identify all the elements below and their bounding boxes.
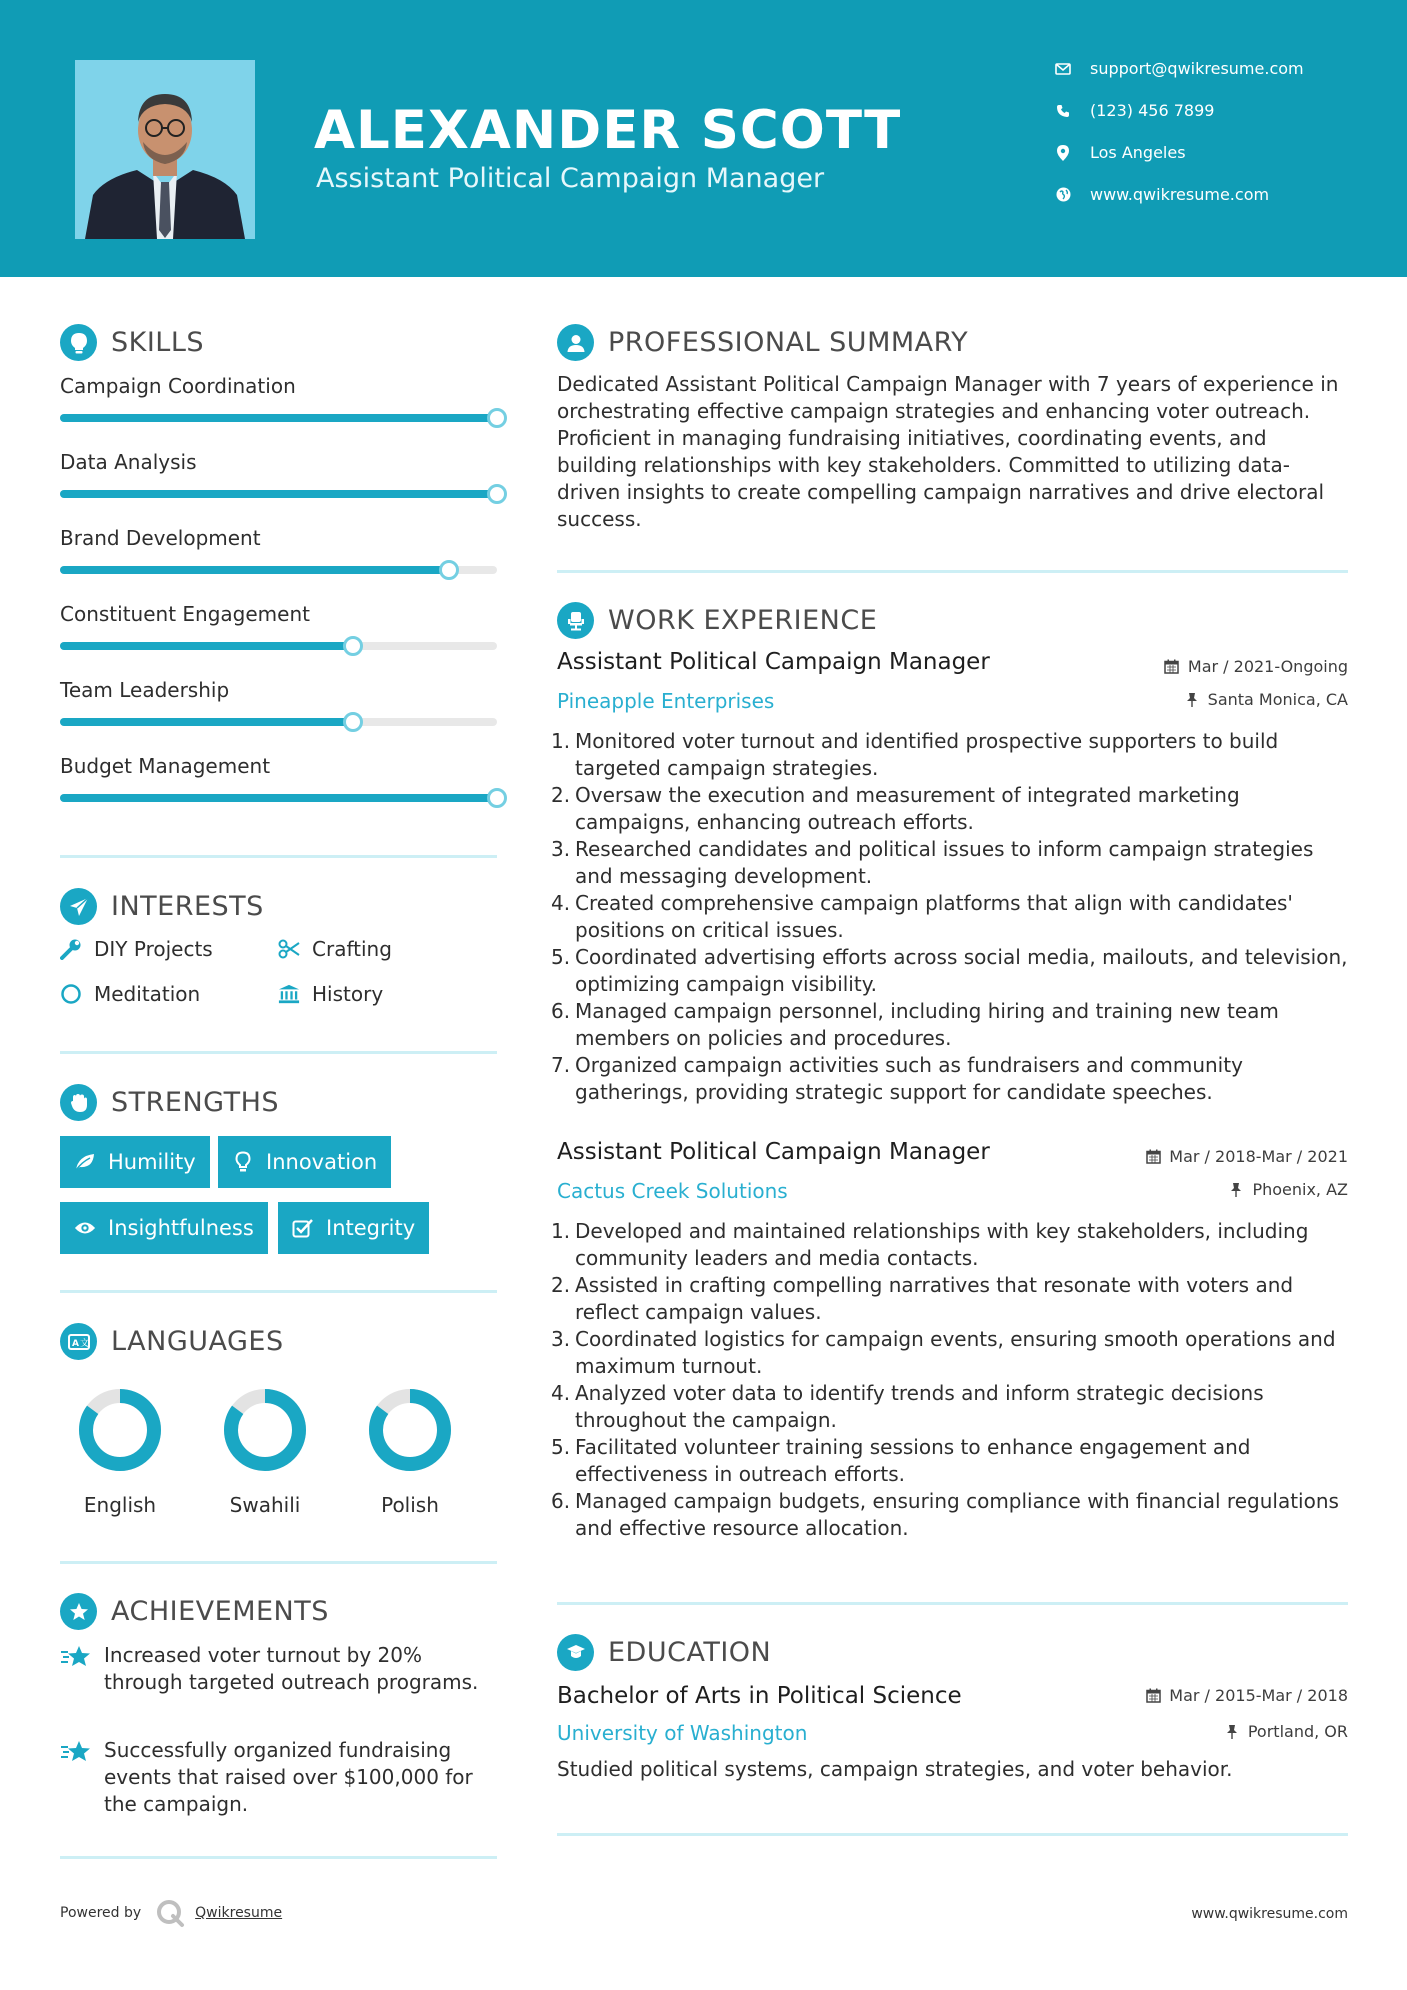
achievement-text: Increased voter turnout by 20% through targeted outreach programs.: [104, 1643, 479, 1694]
graduation-icon: [557, 1634, 594, 1671]
bullet-text: Facilitated volunteer training sessions to enhance engagement and effectiveness in outreach efforts.: [575, 1435, 1251, 1486]
skills-heading: [60, 324, 204, 361]
education-divider: [557, 1833, 1348, 1836]
skill-bar: [60, 718, 497, 726]
school-name: University of Washington: [557, 1721, 808, 1745]
bullet-item: [551, 998, 1351, 1052]
language-donut: [365, 1385, 455, 1475]
bullet-text: Assisted in crafting compelling narratives that resonate with voters and reflect campaign values.: [575, 1273, 1294, 1324]
strengths-divider: [60, 1290, 497, 1293]
skill-row: [60, 754, 510, 778]
skill-row: [60, 450, 510, 474]
bullet-text: Analyzed voter data to identify trends and inform strategic decisions throughout the campaign.: [575, 1381, 1264, 1432]
contact-email-text: support@qwikresume.com: [1090, 59, 1304, 78]
skill-row: [60, 374, 510, 398]
phone-icon: [1054, 102, 1072, 120]
summary-text: Dedicated Assistant Political Campaign Manager with 7 years of experience in orchestrating effective campaign strategies and enhancing voter outreach. Proficient in managing fundraising initiatives, coordinating events, and building relationships with key stakeholders. Committed to utilizing data-driven insights to create compelling campaign narratives and drive electoral success.: [557, 372, 1339, 531]
interest-item: [60, 937, 213, 961]
interest-label: Meditation: [94, 982, 201, 1006]
calendar-icon: [1145, 1688, 1161, 1704]
footer-url[interactable]: www.qwikresume.com: [1191, 1906, 1348, 1922]
check-square-icon: [292, 1217, 314, 1239]
contact-location: [1054, 143, 1186, 162]
bullet-number: 2.: [551, 1273, 571, 1297]
achievement-item: [60, 1642, 490, 1696]
globe-icon: [1054, 186, 1072, 204]
summary-divider: [557, 570, 1348, 573]
office-chair-icon: [557, 602, 594, 639]
bullet-number: 2.: [551, 783, 571, 807]
strength-label: Integrity: [326, 1216, 416, 1240]
strength-tag: [278, 1202, 429, 1254]
job-bullets: [551, 1218, 1351, 1542]
language-icon: [60, 1323, 97, 1360]
education-location: [1224, 1722, 1348, 1741]
job-location: [1228, 1180, 1348, 1199]
job-dates-text: Mar / 2018-Mar / 2021: [1169, 1147, 1348, 1166]
achievements-divider: [60, 1856, 497, 1859]
interest-label: DIY Projects: [94, 937, 213, 961]
powered-by-label: Powered by: [60, 1905, 142, 1921]
user-icon: [557, 324, 594, 361]
museum-icon: [278, 983, 300, 1005]
bullet-text: Coordinated logistics for campaign events, ensuring smooth operations and maximum turnout.: [575, 1327, 1336, 1378]
job-dates: [1145, 1147, 1348, 1166]
skill-bar: [60, 414, 497, 422]
bullet-item: [551, 944, 1351, 998]
interests-divider: [60, 1051, 497, 1054]
calendar-icon: [1164, 659, 1180, 675]
contact-website[interactable]: [1054, 185, 1269, 204]
bullet-item: [551, 1272, 1351, 1326]
strength-label: Insightfulness: [108, 1216, 254, 1240]
circle-icon: [60, 983, 82, 1005]
bullet-number: 1.: [551, 729, 571, 753]
languages-title: LANGUAGES: [111, 1326, 284, 1357]
skill-row: [60, 602, 510, 626]
job-location-text: Phoenix, AZ: [1252, 1180, 1348, 1199]
achievement-text: Successfully organized fundraising events that raised over $100,000 for the campaign.: [104, 1738, 473, 1816]
strength-label: Humility: [108, 1150, 196, 1174]
degree-title: Bachelor of Arts in Political Science: [557, 1683, 962, 1709]
skill-bar-knob: [439, 560, 459, 580]
strength-tag: [218, 1136, 391, 1188]
skill-bar: [60, 566, 497, 574]
skill-row: [60, 678, 510, 702]
bullet-item: [551, 1434, 1351, 1488]
skill-label: Brand Development: [60, 526, 261, 550]
education-description: Studied political systems, campaign strategies, and voter behavior.: [557, 1757, 1233, 1781]
job-bullets: [551, 728, 1351, 1106]
summary-title: PROFESSIONAL SUMMARY: [608, 327, 969, 358]
qwikresume-logo-icon: [155, 1898, 185, 1928]
leaf-icon: [74, 1151, 96, 1173]
candidate-name: ALEXANDER SCOTT: [314, 100, 902, 161]
skill-bar: [60, 642, 497, 650]
experience-heading: [557, 602, 877, 639]
resume-header: [0, 0, 1407, 277]
skills-title: SKILLS: [111, 327, 205, 358]
bullet-text: Monitored voter turnout and identified prospective supporters to build targeted campaign strategies.: [575, 729, 1279, 780]
education-dates-text: Mar / 2015-Mar / 2018: [1169, 1686, 1348, 1705]
bullet-text: Created comprehensive campaign platforms that align with candidates' positions on critical issues.: [575, 891, 1293, 942]
job-title: Assistant Political Campaign Manager: [557, 649, 990, 675]
strength-label: Innovation: [266, 1150, 378, 1174]
mail-icon: [1054, 60, 1072, 78]
footer-powered-by: [60, 1898, 282, 1928]
languages-divider: [60, 1561, 497, 1564]
bullet-text: Researched candidates and political issues to inform campaign strategies and messaging development.: [575, 837, 1314, 888]
scissors-icon: [278, 938, 300, 960]
education-title: EDUCATION: [608, 1637, 772, 1668]
bullet-item: [551, 728, 1351, 782]
interests-title: INTERESTS: [111, 891, 264, 922]
strength-tag: [60, 1202, 268, 1254]
skill-bar-knob: [487, 484, 507, 504]
skill-bar: [60, 794, 497, 802]
language-label: Polish: [381, 1493, 439, 1517]
skill-bar-fill: [60, 414, 497, 422]
svg-text:A: A: [71, 1338, 79, 1349]
skill-bar-knob: [487, 788, 507, 808]
skill-bar-fill: [60, 718, 353, 726]
interest-label: Crafting: [312, 937, 392, 961]
skill-bar-fill: [60, 490, 497, 498]
achievements-title: ACHIEVEMENTS: [111, 1596, 329, 1627]
skill-bar: [60, 490, 497, 498]
qwikresume-link[interactable]: Qwikresume: [195, 1905, 283, 1921]
pushpin-icon: [1184, 692, 1200, 708]
bullet-number: 1.: [551, 1219, 571, 1243]
languages-heading: [60, 1323, 284, 1360]
bullet-text: Developed and maintained relationships with key stakeholders, including community leaders and media contacts.: [575, 1219, 1309, 1270]
achievement-item: [60, 1737, 490, 1818]
company-name: Cactus Creek Solutions: [557, 1179, 788, 1203]
bullet-item: [551, 1380, 1351, 1434]
wrench-icon: [60, 938, 82, 960]
skills-divider: [60, 855, 497, 858]
skill-label: Constituent Engagement: [60, 602, 310, 626]
contact-website-text: www.qwikresume.com: [1090, 185, 1270, 204]
paper-plane-icon: [60, 888, 97, 925]
strength-tag: [60, 1136, 210, 1188]
contact-phone-text: (123) 456 7899: [1090, 101, 1215, 120]
lightbulb-icon: [232, 1151, 254, 1173]
bullet-number: 5.: [551, 945, 571, 969]
job-dates-text: Mar / 2021-Ongoing: [1187, 657, 1348, 676]
bullet-text: Oversaw the execution and measurement of integrated marketing campaigns, enhancing outreach efforts.: [575, 783, 1240, 834]
bullet-item: [551, 1218, 1351, 1272]
bullet-number: 7.: [551, 1053, 571, 1077]
bullet-text: Organized campaign activities such as fundraisers and community gatherings, providing strategic support for candidate speeches.: [575, 1053, 1243, 1104]
contact-email[interactable]: [1054, 59, 1304, 78]
star-badge-icon: [60, 1593, 97, 1630]
pushpin-icon: [1224, 1724, 1240, 1740]
job-dates: [1164, 657, 1348, 676]
language-item: [205, 1385, 325, 1517]
star-icon: [60, 1642, 94, 1696]
strengths-title: STRENGTHS: [111, 1087, 280, 1118]
eye-icon: [74, 1217, 96, 1239]
language-donut: [75, 1385, 165, 1475]
bullet-number: 6.: [551, 999, 571, 1023]
company-name: Pineapple Enterprises: [557, 689, 775, 713]
experience-divider: [557, 1602, 1348, 1605]
job-title: Assistant Political Campaign Manager: [557, 1139, 990, 1165]
bullet-number: 6.: [551, 1489, 571, 1513]
skill-label: Team Leadership: [60, 678, 230, 702]
skill-bar-fill: [60, 794, 497, 802]
interests-heading: [60, 888, 264, 925]
profile-photo: [75, 60, 255, 239]
bullet-item: [551, 1488, 1351, 1542]
pushpin-icon: [1228, 1182, 1244, 1198]
interest-label: History: [312, 982, 384, 1006]
language-donut: [220, 1385, 310, 1475]
language-label: English: [83, 1493, 157, 1517]
education-location-text: Portland, OR: [1247, 1722, 1348, 1741]
bullet-item: [551, 1052, 1351, 1106]
contact-phone[interactable]: [1054, 101, 1214, 120]
star-icon: [60, 1737, 94, 1818]
svg-text:文: 文: [79, 1338, 89, 1349]
bullet-item: [551, 782, 1351, 836]
lightbulb-icon: [60, 324, 97, 361]
bullet-item: [551, 836, 1351, 890]
bullet-text: Coordinated advertising efforts across social media, mailouts, and television, optimizing campaign visibility.: [575, 945, 1348, 996]
interest-item: [278, 982, 383, 1006]
candidate-role: Assistant Political Campaign Manager: [316, 163, 825, 194]
bullet-text: Managed campaign budgets, ensuring compliance with financial regulations and effective resource allocation.: [575, 1489, 1339, 1540]
language-item: [60, 1385, 180, 1517]
bullet-item: [551, 1326, 1351, 1380]
language-label: Swahili: [229, 1493, 301, 1517]
skill-bar-fill: [60, 642, 353, 650]
skill-label: Budget Management: [60, 754, 271, 778]
language-item: [350, 1385, 470, 1517]
skill-row: [60, 526, 510, 550]
bullet-number: 3.: [551, 1327, 571, 1351]
interest-item: [60, 982, 200, 1006]
bullet-number: 3.: [551, 837, 571, 861]
contact-location-text: Los Angeles: [1090, 143, 1186, 162]
education-dates: [1145, 1686, 1348, 1705]
bullet-number: 4.: [551, 891, 571, 915]
interest-item: [278, 937, 392, 961]
calendar-icon: [1145, 1149, 1161, 1165]
skill-label: Campaign Coordination: [60, 374, 296, 398]
experience-title: WORK EXPERIENCE: [608, 605, 878, 636]
education-heading: [557, 1634, 771, 1671]
job-location-text: Santa Monica, CA: [1207, 690, 1348, 709]
skill-bar-fill: [60, 566, 449, 574]
bullet-text: Managed campaign personnel, including hiring and training new team members on policies and procedures.: [575, 999, 1279, 1050]
hand-icon: [60, 1084, 97, 1121]
skill-bar-knob: [343, 636, 363, 656]
skill-bar-knob: [343, 712, 363, 732]
bullet-number: 4.: [551, 1381, 571, 1405]
achievements-heading: [60, 1593, 329, 1630]
skill-bar-knob: [487, 408, 507, 428]
bullet-item: [551, 890, 1351, 944]
location-pin-icon: [1054, 144, 1072, 162]
bullet-number: 5.: [551, 1435, 571, 1459]
strengths-heading: [60, 1084, 279, 1121]
summary-heading: [557, 324, 968, 361]
skill-label: Data Analysis: [60, 450, 197, 474]
job-location: [1184, 690, 1348, 709]
